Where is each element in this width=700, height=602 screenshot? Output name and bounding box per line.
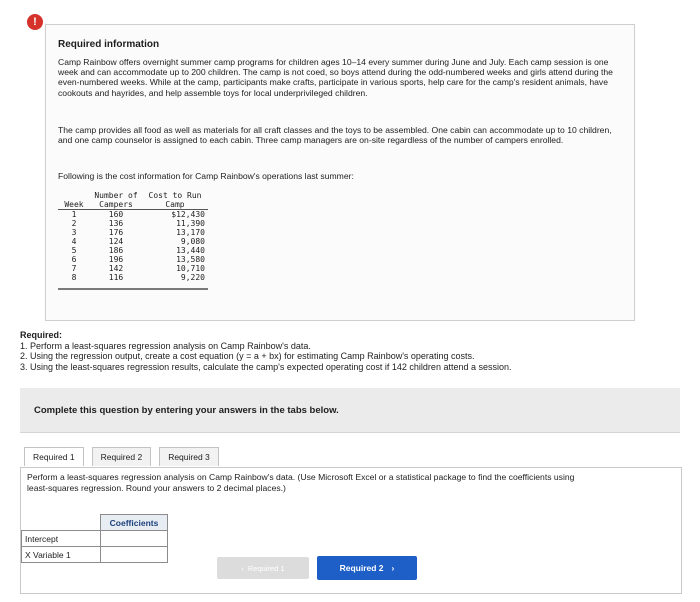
cell-campers: 124	[108, 237, 124, 246]
required-information-box	[45, 24, 635, 321]
header-cell-week: Week	[58, 200, 90, 210]
coef-label-intercept: Intercept	[22, 531, 101, 547]
cell-campers: 196	[108, 255, 124, 264]
required-section	[20, 330, 660, 372]
cell-cost: 10,710	[176, 264, 205, 273]
tab-required-3[interactable]: Required 3	[159, 447, 219, 466]
cell-cost: 11,390	[176, 219, 205, 228]
cell-cost: $12,430	[171, 210, 205, 219]
required-item-2: 2. Using the regression output, create a cost equation (y = a + bx) for estimating Camp Rainbow's operating costs.	[20, 351, 475, 361]
info-paragraph-2: The camp provides all food as well as materials for all craft classes and the toys to be assembled. One cabin can accommodate up to 10 children, and one camp counselor is assigned to each cabin. Three camp managers are on-site regardless of the number of campers enrolled.	[58, 125, 612, 146]
table-row	[58, 255, 208, 264]
tab-panel-required-1	[20, 467, 682, 594]
cost-table-header-row-1	[58, 191, 208, 200]
header-cell	[58, 191, 90, 200]
cell-campers: 160	[108, 210, 124, 219]
info-title: Required information	[58, 39, 160, 50]
table-divider	[58, 288, 208, 290]
cell-cost: 13,440	[176, 246, 205, 255]
cell-week: 2	[71, 219, 77, 228]
table-row	[58, 219, 208, 228]
coef-header: Coefficients	[101, 515, 168, 531]
cell-cost: 13,170	[176, 228, 205, 237]
intercept-input[interactable]	[101, 531, 168, 547]
cell-week: 8	[71, 273, 77, 282]
tab-required-2[interactable]: Required 2	[92, 447, 152, 466]
table-row	[58, 228, 208, 237]
cell-week: 7	[71, 264, 77, 273]
alert-icon: !	[27, 14, 43, 30]
table-row	[58, 246, 208, 255]
header-cell: Cost to Run	[148, 191, 202, 200]
panel-instructions: Perform a least-squares regression analysis on Camp Rainbow's data. (Use Microsoft Excel or a statistical package to find the coefficients using least-squares regression. Round your answers to 2 decimal places.)	[27, 472, 575, 493]
info-paragraph-3: Following is the cost information for Camp Rainbow's operations last summer:	[58, 171, 354, 181]
cell-week: 3	[71, 228, 77, 237]
instruction-text: Complete this question by entering your answers in the tabs below.	[34, 405, 339, 416]
next-button[interactable]	[317, 556, 417, 580]
required-heading: Required:	[20, 330, 63, 340]
coef-row-intercept	[22, 531, 168, 547]
prev-button-label: Required 1	[247, 563, 285, 573]
cell-campers: 186	[108, 246, 124, 255]
coef-header-blank	[22, 515, 101, 531]
table-row	[58, 273, 208, 282]
next-button-label: Required 2	[339, 563, 384, 573]
cell-cost: 9,220	[180, 273, 205, 282]
cell-week: 1	[71, 210, 77, 219]
x-variable-input[interactable]	[101, 547, 168, 563]
cell-campers: 142	[108, 264, 124, 273]
header-cell: Number of	[94, 191, 138, 200]
coef-label-x-variable: X Variable 1	[22, 547, 101, 563]
header-cell-camp: Camp	[142, 200, 208, 210]
required-item-1: 1. Perform a least-squares regression analysis on Camp Rainbow's data.	[20, 340, 311, 351]
tab-bar	[24, 447, 219, 466]
info-paragraph-1: Camp Rainbow offers overnight summer camp programs for children ages 10–14 every summer during June and July. Each camp session is one week and can accommodate up to 200 children. The camp is not coed, so boys attend during the odd-numbered weeks and girls attend during the even-numbered weeks. While at the camp, participants make crafts, participate in various sports, help care for the camp's resident animals, have cookouts and hayrides, and help assemble toys for local underprivileged children.	[58, 57, 613, 98]
table-row	[58, 210, 208, 220]
chevron-left-icon: ‹	[241, 563, 244, 573]
table-row	[58, 264, 208, 273]
header-cell-campers: Campers	[90, 200, 142, 210]
prev-button[interactable]	[217, 557, 309, 579]
tab-required-1[interactable]: Required 1	[24, 447, 84, 466]
cell-week: 5	[71, 246, 77, 255]
cost-table	[58, 191, 208, 282]
chevron-right-icon: ›	[391, 563, 395, 573]
cell-week: 4	[71, 237, 77, 246]
cost-table-header-row-2	[58, 200, 208, 210]
instruction-bar	[20, 388, 680, 433]
coef-row-x-variable	[22, 547, 168, 563]
table-row	[58, 237, 208, 246]
cell-week: 6	[71, 255, 77, 264]
cell-campers: 176	[108, 228, 124, 237]
cell-cost: 13,580	[176, 255, 205, 264]
cell-campers: 116	[108, 273, 124, 282]
required-item-3: 3. Using the least-squares regression results, calculate the camp's expected operating cost if 142 children attend a session.	[20, 361, 512, 372]
coef-header-row	[22, 515, 168, 531]
cell-cost: 9,080	[180, 237, 205, 246]
cell-campers: 136	[108, 219, 124, 228]
coefficients-table	[21, 514, 168, 563]
